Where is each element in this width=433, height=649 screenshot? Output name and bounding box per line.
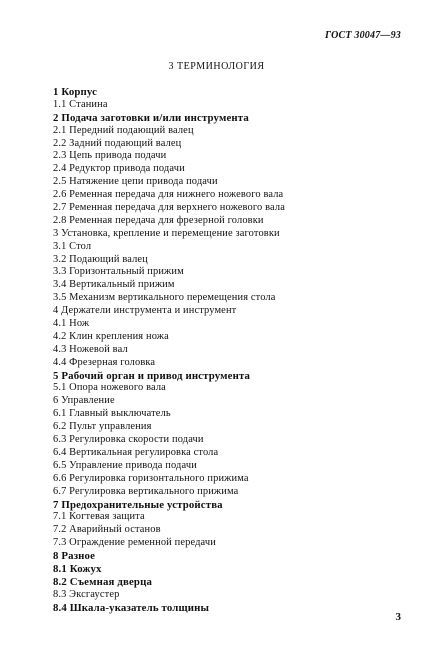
list-item: 3.3 Горизонтальный прижим	[53, 266, 184, 278]
list-item: 4.3 Ножевой вал	[53, 343, 128, 355]
list-item: 2.4 Редуктор привода подачи	[53, 163, 185, 175]
list-item: 7.1 Когтевая защита	[53, 511, 145, 523]
list-item: 2.3 Цепь привода подачи	[53, 150, 167, 162]
list-item: 2.6 Ременная передача для нижнего ножевого вала	[53, 189, 284, 201]
list-item: 6.4 Вертикальная регулировка стола	[53, 446, 219, 458]
document-code: ГОСТ 30047—93	[324, 30, 401, 41]
list-item: 2 Подача заготовки и/или инструмента	[53, 111, 249, 124]
list-item: 1.1 Станина	[53, 98, 108, 110]
list-item: 2.7 Ременная передача для верхнего ножевого вала	[53, 202, 286, 214]
page-number: 3	[395, 611, 401, 623]
list-item: 5 Рабочий орган и привод инструмента	[53, 369, 251, 382]
list-item: 4.4 Фрезерная головка	[53, 356, 156, 368]
list-item: 8 Разное	[53, 550, 96, 563]
list-item: 7.2 Аварийный останов	[53, 524, 161, 536]
list-item: 5.1 Опора ножевого вала	[53, 382, 166, 394]
list-item: 6.1 Главный выключатель	[53, 408, 171, 420]
list-item: 3 Установка, крепление и перемещение заготовки	[53, 227, 280, 239]
list-item: 2.5 Натяжение цепи привода подачи	[53, 176, 218, 188]
list-item: 6.2 Пульт управления	[53, 421, 152, 433]
list-item: 2.2 Задний подающий валец	[53, 137, 182, 149]
list-item: 6.7 Регулировка вертикального прижима	[53, 485, 239, 497]
terminology-list	[53, 86, 413, 615]
list-item: 7.3 Ограждение ременной передачи	[53, 537, 216, 549]
list-item: 8.3 Эксгаустер	[53, 588, 120, 600]
list-item: 3.1 Стол	[53, 240, 92, 252]
list-item: 2.8 Ременная передача для фрезерной головки	[53, 214, 264, 226]
list-item: 4.1 Нож	[53, 318, 90, 330]
list-item: 2.1 Передний подающий валец	[53, 124, 194, 136]
list-item: 4 Держатели инструмента и инструмент	[53, 305, 237, 317]
list-item: 7 Предохранительные устройства	[53, 498, 223, 511]
list-item: 8.4 Шкала-указатель толщины	[53, 601, 210, 614]
list-item: 6.6 Регулировка горизонтального прижима	[53, 472, 249, 484]
section-title: 3 ТЕРМИНОЛОГИЯ	[168, 61, 265, 72]
list-item: 8.2 Съемная дверца	[53, 575, 153, 588]
list-item: 3.2 Подающий валец	[53, 253, 148, 265]
list-item: 6 Управление	[53, 395, 115, 407]
list-item: 6.5 Управление привода подачи	[53, 459, 197, 471]
list-item: 1 Корпус	[53, 86, 98, 98]
list-item: 6.3 Регулировка скорости подачи	[53, 434, 204, 446]
list-item: 4.2 Клин крепления ножа	[53, 330, 169, 342]
list-item: 3.4 Вертикальный прижим	[53, 279, 175, 291]
list-item: 3.5 Механизм вертикального перемещения стола	[53, 292, 276, 304]
list-item: 8.1 Кожух	[53, 562, 102, 575]
